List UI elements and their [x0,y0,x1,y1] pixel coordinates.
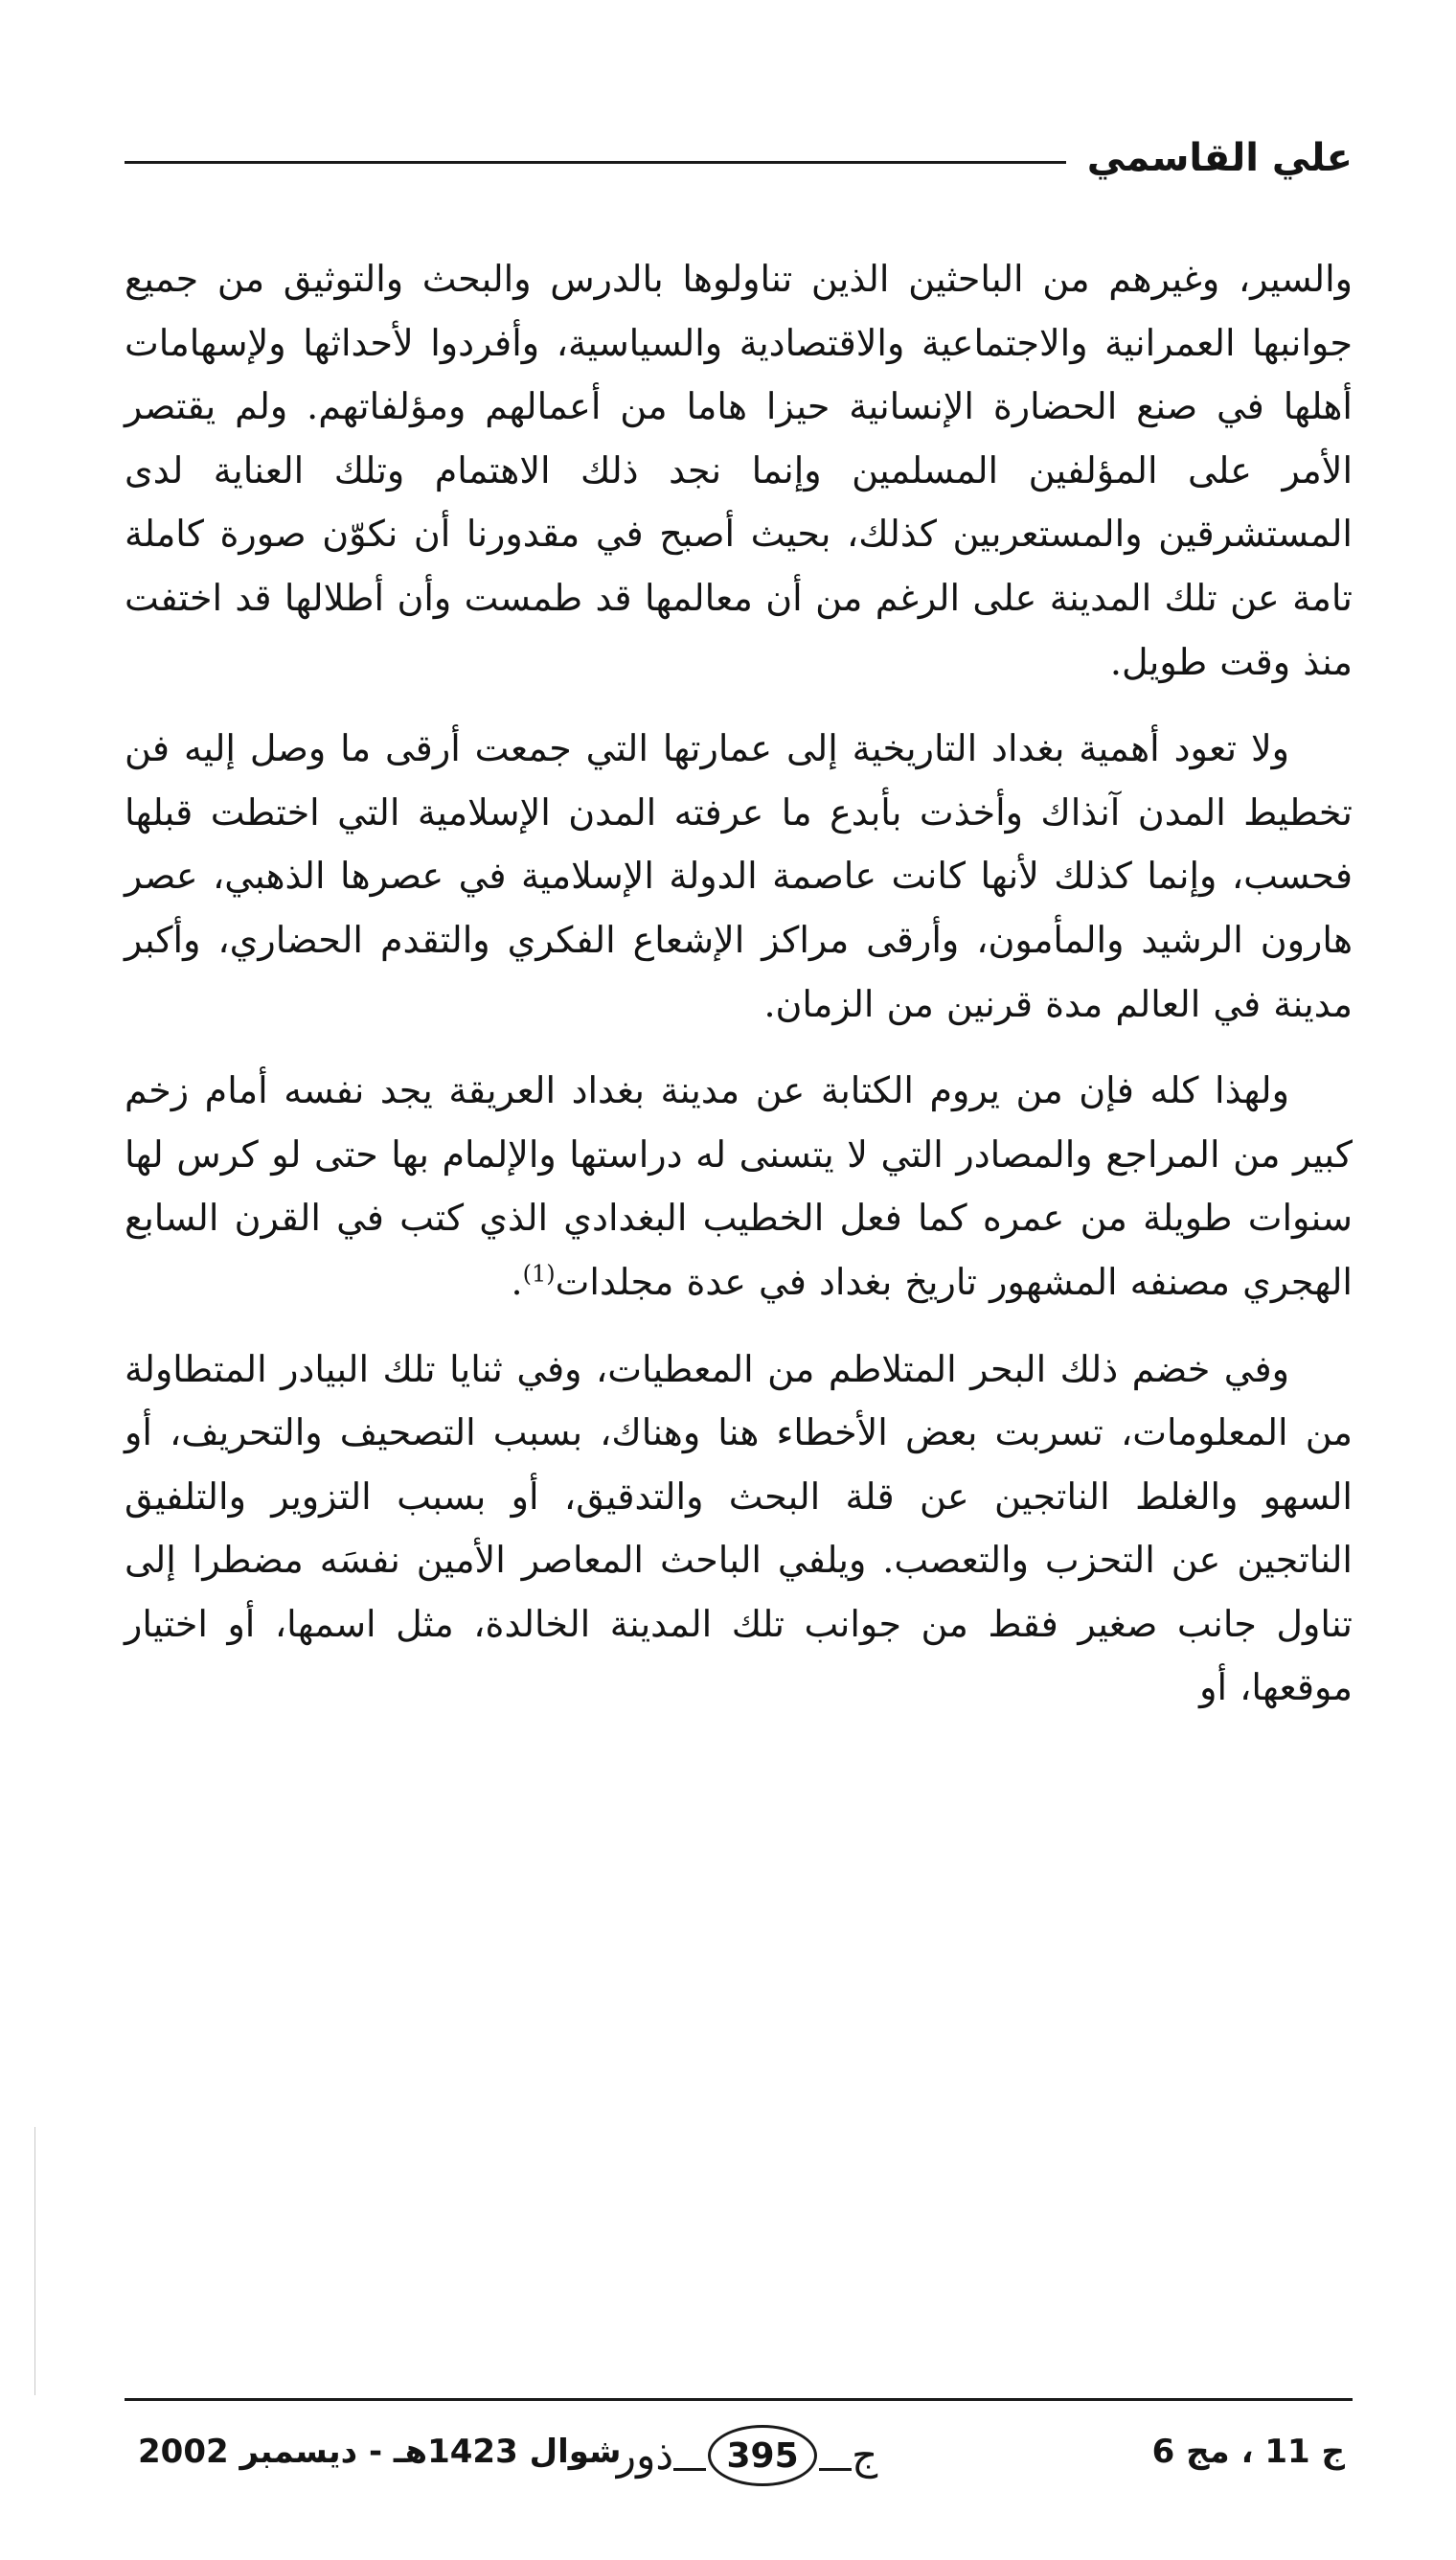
footer-issue: ج 11 ، مج 6 [1151,2433,1345,2471]
header-rule [125,161,1066,164]
logo-stroke-left [673,2468,706,2471]
scan-edge-mark [34,2127,35,2395]
paragraph-2 [125,717,1353,1036]
logo-letters-left: ذور [616,2432,674,2479]
page-footer [125,2419,1353,2492]
header-author: علي القاسمي [1086,136,1353,180]
paragraph-2-text: ولا تعود أهمية بغداد التاريخية إلى عمارتها التي جمعت أرقى ما وصل إليه فن تخطيط المدن آنذاك وأخذت بأبدع ما عرفته المدن الإسلامية التي اختطت قبلها فحسب، وإنما كذلك لأنها كانت عاصمة الدولة الإسلامية في عصرها الذهبي، عصر هارون الرشيد والمأمون، وأرقى مراكز الإشعاع الفكري والتقدم الحضاري، وأكبر مدينة في العالم مدة قرنين من الزمان. [125,727,1353,1025]
paragraph-1-text: والسير، وغيرهم من الباحثين الذين تناولوها بالدرس والبحث والتوثيق من جميع جوانبها العمرانية والاجتماعية والاقتصادية والسياسية، وأفردوا لأحداثها ولإسهامات أهلها في صنع الحضارة الإنسانية حيزا هاما من أعمالهم ومؤلفاتهم. ولم يقتصر الأمر على المؤلفين المسلمين وإنما نجد ذلك الاهتمام وتلك العناية لدى المستشرقين والمستعربين كذلك، بحيث أصبح في مقدورنا أن نكوّن صورة كاملة تامة عن تلك المدينة على الرغم من أن معالمها قد طمست وأن أطلالها قد اختفت منذ وقت طويل. [125,258,1353,683]
paragraph-3 [125,1059,1353,1314]
paragraph-3-end: . [511,1260,523,1303]
page-header [125,125,1353,192]
paragraph-1 [125,247,1353,694]
paragraph-4 [125,1337,1353,1721]
body-text [125,247,1353,1720]
magazine-logo [603,2419,891,2492]
logo-stroke-right [819,2468,852,2471]
footer-date: شوال 1423هـ - ديسمبر 2002 [138,2433,622,2471]
page-number: 395 [708,2425,817,2486]
paragraph-4-text: وفي خضم ذلك البحر المتلاطم من المعطيات، وفي ثنايا تلك البيادر المتطاولة من المعلومات، تسربت بعض الأخطاء هنا وهناك، بسبب التصحيف والتحريف، أو السهو والغلط الناتجين عن قلة البحث والتدقيق، أو بسبب التزوير والتلفيق الناتجين عن التحزب والتعصب. ويلفي الباحث المعاصر الأمين نفسَه مضطرا إلى تناول جانب صغير فقط من جوانب تلك المدينة الخالدة، مثل اسمها، أو اختيار موقعها، أو [125,1347,1353,1709]
footer-rule [125,2398,1353,2401]
logo-letter-right: ج [852,2432,878,2479]
footnote-marker: (1) [522,1260,556,1288]
paragraph-3-text: ولهذا كله فإن من يروم الكتابة عن مدينة بغداد العريقة يجد نفسه أمام زخم كبير من المراجع والمصادر التي لا يتسنى له دراستها والإلمام بها حتى لو كرس لها سنوات طويلة من عمره كما فعل الخطيب البغدادي الذي كتب في القرن السابع الهجري مصنفه المشهور تاريخ بغداد في عدة مجلدات [125,1069,1353,1303]
